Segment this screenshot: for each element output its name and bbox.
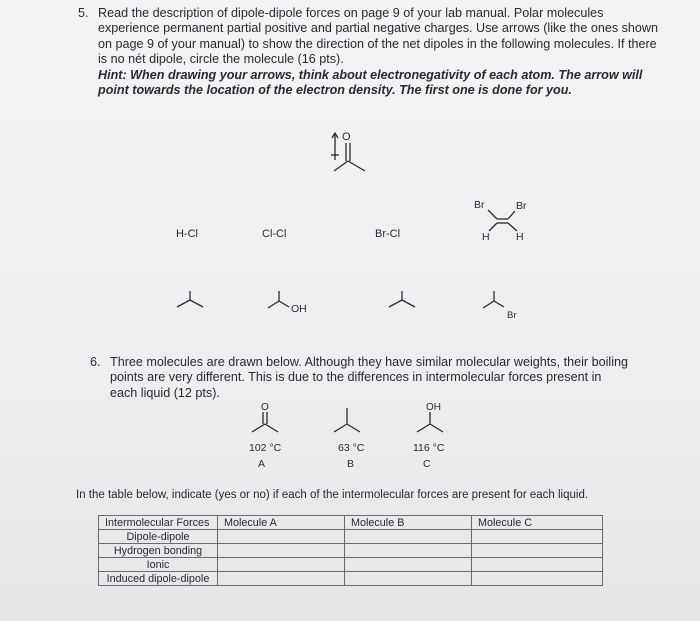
- question-5-text: Read the description of dipole-dipole forces on page 9 of your lab manual. Polar molecules experience permanent partial positive and partial negative charges. Use arrows (like the ones shown on page 9 of your manual) to show the direction of the net dipoles in the following molecules. If there is no nét dipole, circle the molecule (16 pts).: [98, 6, 659, 67]
- cell-b-dipole-dipole[interactable]: [345, 530, 472, 544]
- molecule-propane: [174, 290, 214, 320]
- forces-table: [98, 515, 603, 586]
- dibromoethene-br-left: Br: [474, 199, 485, 211]
- molecule-b-bp: 63 °C: [338, 442, 365, 454]
- table-header-row: [99, 516, 603, 530]
- molecule-c-oh: OH: [426, 402, 441, 413]
- cell-b-hydrogen-bonding[interactable]: [345, 544, 472, 558]
- molecule-c-bp: 116 °C: [413, 442, 445, 454]
- molecule-a-oxygen: O: [261, 402, 269, 413]
- molecule-brcl: Br-Cl: [375, 228, 401, 240]
- table-row: [99, 558, 603, 572]
- row-label-dipole-dipole: Dipole-dipole: [99, 530, 218, 544]
- table-row: [99, 572, 603, 586]
- cell-c-dipole-dipole[interactable]: [472, 530, 603, 544]
- molecule-c-label: C: [423, 458, 431, 470]
- molecule-c-structure: [400, 400, 460, 440]
- isopropanol-oh-label: OH: [291, 303, 307, 315]
- molecule-hcl: H-Cl: [176, 228, 198, 240]
- molecule-dibromoethene: [474, 198, 544, 248]
- row-label-induced-dipole: Induced dipole-dipole: [99, 572, 218, 586]
- table-instructions: In the table below, indicate (yes or no) if each of the intermolecular forces are present for each liquid.: [76, 489, 589, 501]
- header-molecule-c: Molecule C: [472, 516, 603, 530]
- cell-c-induced-dipole[interactable]: [472, 572, 603, 586]
- row-label-hydrogen-bonding: Hydrogen bonding: [99, 544, 218, 558]
- cell-c-hydrogen-bonding[interactable]: [472, 544, 603, 558]
- cell-b-induced-dipole[interactable]: [345, 572, 472, 586]
- question-5-hint: Hint: When drawing your arrows, think about electronegativity of each atom. The arrow will point towards the location of the electron density. The first one is done for you.: [98, 67, 643, 98]
- question-5-number: 5.: [78, 6, 89, 20]
- row-label-ionic: Ionic: [99, 558, 218, 572]
- acetone-example-structure: [320, 128, 380, 178]
- dibromoethene-h-left: H: [482, 231, 490, 243]
- molecule-isopropanol: [265, 290, 325, 325]
- molecule-b-label: B: [347, 458, 355, 470]
- header-molecule-b: Molecule B: [345, 516, 472, 530]
- molecule-a-structure: [240, 400, 290, 440]
- header-molecule-a: Molecule A: [218, 516, 345, 530]
- question-6: [90, 355, 630, 401]
- molecule-cl2: Cl-Cl: [262, 228, 287, 240]
- molecule-a-label: A: [258, 458, 266, 470]
- molecule-b-structure: [322, 400, 372, 440]
- cell-a-induced-dipole[interactable]: [218, 572, 345, 586]
- table-row: [99, 544, 603, 558]
- molecule-2-bromopropane: [480, 290, 540, 325]
- question-6-text: Three molecules are drawn below. Although they have similar molecular weights, their boiling points are very different. This is due to the differences in intermolecular forces present in each liquid (12 pts).: [110, 355, 629, 400]
- header-intermolecular-forces: Intermolecular Forces: [99, 516, 218, 530]
- cell-b-ionic[interactable]: [345, 558, 472, 572]
- acetone-oxygen-label: O: [342, 131, 351, 143]
- table-row: [99, 530, 603, 544]
- cell-a-hydrogen-bonding[interactable]: [218, 544, 345, 558]
- molecule-propane-2: [386, 290, 426, 320]
- question-6-number: 6.: [90, 355, 101, 369]
- dibromoethene-h-right: H: [516, 231, 524, 243]
- cell-c-ionic[interactable]: [472, 558, 603, 572]
- molecule-a-bp: 102 °C: [249, 442, 282, 454]
- dibromoethene-br-right: Br: [516, 200, 527, 212]
- cell-a-ionic[interactable]: [218, 558, 345, 572]
- bromopropane-br-label: Br: [507, 310, 517, 321]
- cell-a-dipole-dipole[interactable]: [218, 530, 345, 544]
- question-5: [78, 6, 668, 98]
